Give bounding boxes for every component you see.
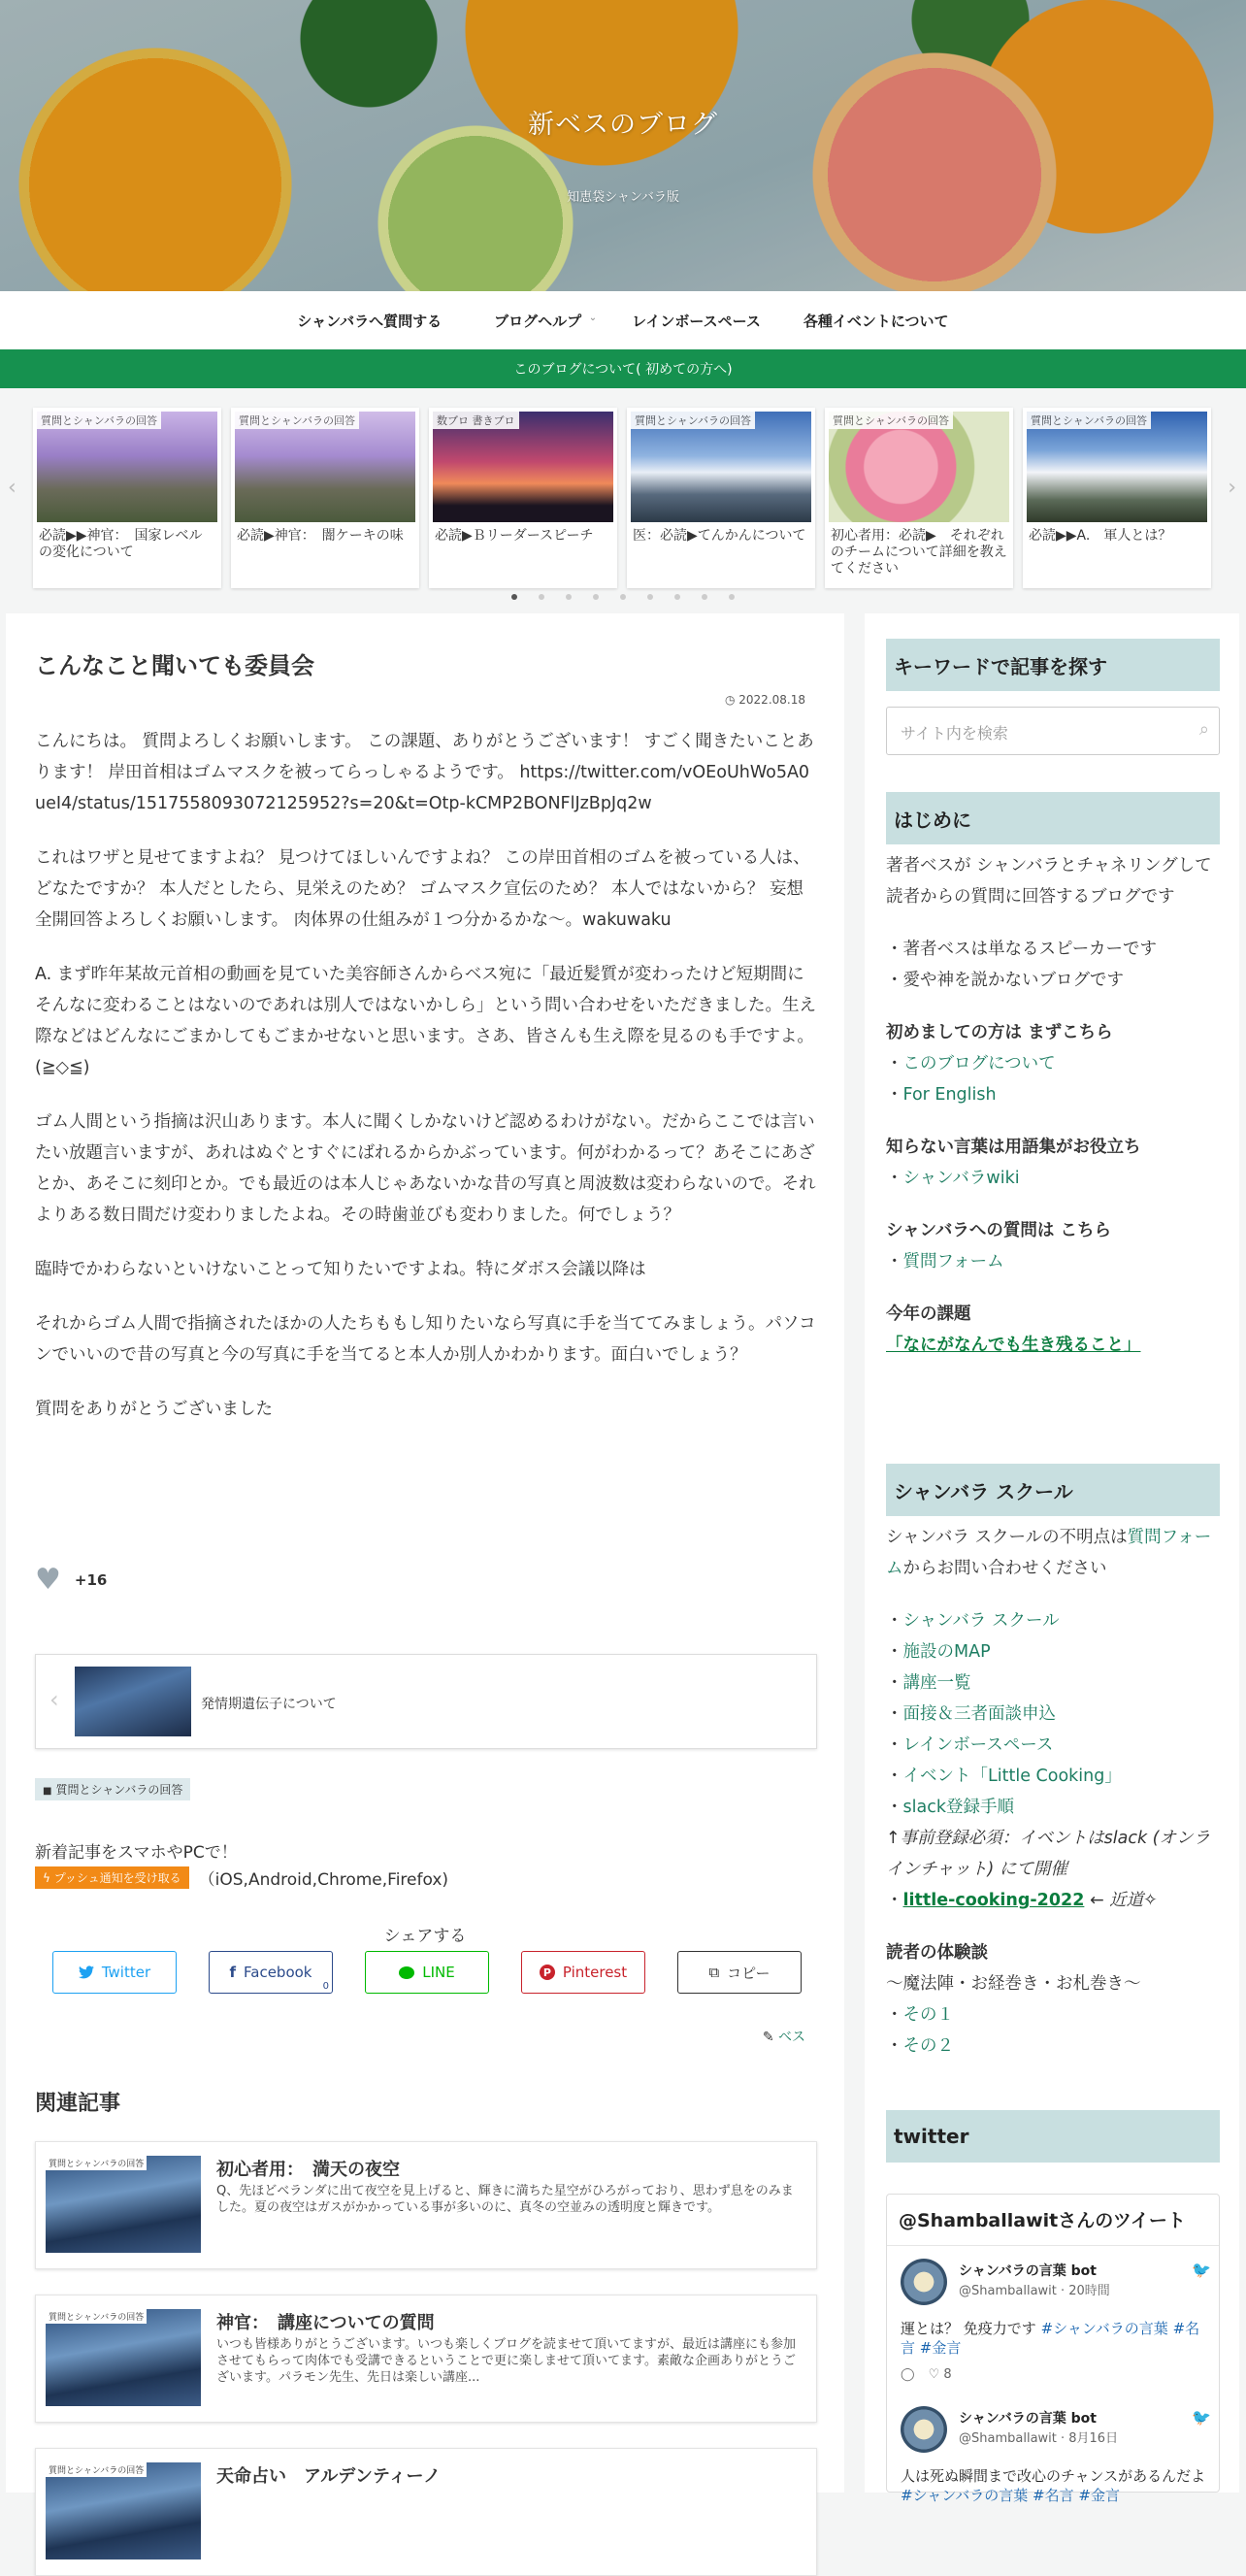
featured-carousel bbox=[0, 400, 1246, 584]
first-link-row: ・For English bbox=[886, 1085, 997, 1105]
share-line-label: LINE bbox=[422, 1964, 455, 1981]
link-about-blog[interactable]: このブログについて bbox=[902, 1054, 1056, 1073]
header-image bbox=[0, 0, 1246, 291]
tweet-author-name[interactable]: シャンバラの言葉 bot bbox=[959, 2411, 1097, 2427]
push-promo-row bbox=[35, 1866, 448, 1890]
related-card[interactable] bbox=[35, 2141, 817, 2269]
chevron-left-icon: ‹ bbox=[49, 1686, 59, 1713]
first-link-row: ・このブログについて bbox=[886, 1054, 1056, 1073]
heart-icon[interactable]: ♥ bbox=[35, 1563, 61, 1597]
tweet-author-handle[interactable]: @Shamballawit · 20時間 bbox=[959, 2284, 1110, 2298]
tweet-hashtag[interactable]: #名言 bbox=[1033, 2487, 1074, 2504]
twitter-embed-title[interactable]: @Shamballawitさんのツイート bbox=[899, 2210, 1186, 2231]
push-promo-text: 新着記事をスマホやPCで！ bbox=[35, 1843, 238, 1863]
tweet-hashtag[interactable]: #シャンバラの言葉 bbox=[901, 2487, 1029, 2504]
link-experience-1[interactable]: その１ bbox=[902, 2005, 954, 2025]
carousel-title: 必読▶神官： 闇ケーキの味 bbox=[237, 528, 404, 544]
link-facility-map[interactable]: 施設のMAP bbox=[902, 1642, 991, 1662]
article-main bbox=[6, 613, 844, 2493]
tweet-hashtag[interactable]: #金言 bbox=[919, 2339, 962, 2357]
share-line-button[interactable] bbox=[365, 1951, 489, 1994]
notice-bar-about[interactable]: このブログについて( 初めての方へ) bbox=[0, 349, 1246, 388]
carousel-card[interactable] bbox=[825, 408, 1013, 588]
carousel-title: 必読▶Ｂリーダースピーチ bbox=[435, 528, 594, 544]
carousel-card[interactable] bbox=[1023, 408, 1211, 588]
like-icon[interactable]: ♡ 8 bbox=[928, 2367, 952, 2382]
carousel-category: 質問とシャンバラの回答 bbox=[631, 412, 755, 429]
line-icon bbox=[399, 1966, 414, 1979]
share-twitter-button[interactable] bbox=[52, 1951, 177, 1994]
school-text-a: シャンバラ スクールの不明点は bbox=[886, 1528, 1128, 1547]
link-slack-guide[interactable]: slack登録手順 bbox=[902, 1798, 1014, 1817]
prev-post-title: 発情期遺伝子について bbox=[201, 1697, 337, 1712]
school-link-row: ・面接＆三者面談申込 bbox=[886, 1704, 1056, 1724]
link-for-english[interactable]: For English bbox=[902, 1085, 997, 1105]
tweet-like-count: 8 bbox=[943, 2367, 952, 2382]
carousel-card[interactable] bbox=[627, 408, 815, 588]
share-copy-button[interactable] bbox=[677, 1951, 802, 1994]
push-platforms: （iOS,Android,Chrome,Firefox) bbox=[198, 1870, 449, 1890]
carousel-card[interactable] bbox=[231, 408, 419, 588]
carousel-dot[interactable] bbox=[539, 594, 544, 600]
twitter-embed[interactable] bbox=[886, 2194, 1220, 2504]
nav-item-help[interactable] bbox=[473, 311, 610, 331]
tweet-author-name[interactable]: シャンバラの言葉 bot bbox=[959, 2263, 1097, 2279]
carousel-dot[interactable] bbox=[620, 594, 626, 600]
related-category: 質問とシャンバラの回答 bbox=[46, 2462, 147, 2477]
post-paragraph: これはワザと見せてますよね？ 見つけてほしいんですよね？ この岸田首相のゴムを被っている人は、どなたですか？ 本人だとしたら、見栄えのため？ ゴムマスク宣伝のため？ 本人ではないから？ 妄想全開回答よろしくお願いします。 肉体界の仕組みが１つ分かるかな〜。wakuwaku bbox=[35, 848, 810, 930]
post-paragraph: A. まず昨年某故元首相の動画を見ていた美容師さんからベス宛に「最近髪質が変わったけど短期間にそんなに変わることはないのであれは別人ではないかしら」という問い合わせをいただきました。生え際などはどんなにごまかしてもごまかせないと思います。さあ、皆さんも生え際を見るのも手ですよ。(≧◇≦) bbox=[35, 965, 816, 1077]
push-subscribe-button[interactable] bbox=[35, 1866, 189, 1889]
link-school-question-form[interactable]: 質問フォーム bbox=[886, 1528, 1212, 1578]
school-note: ↑事前登録必須：イベントはslack (オンラインチャット) にて開催 bbox=[886, 1829, 1211, 1879]
prev-post-thumbnail bbox=[75, 1667, 191, 1736]
share-pinterest-button[interactable] bbox=[521, 1951, 645, 1994]
post-paragraph: 臨時でかわらないといけないことって知りたいですよね。特にダボス会議以降は bbox=[35, 1260, 646, 1279]
related-card[interactable] bbox=[35, 2295, 817, 2423]
intro-widget-heading: はじめに bbox=[886, 792, 1220, 844]
school-event-suffix: ← 近道✧ bbox=[1089, 1891, 1158, 1910]
post-body bbox=[35, 726, 817, 1448]
twitter-bird-icon[interactable]: 🐦 bbox=[1192, 2408, 1211, 2427]
share-heading: シェアする bbox=[383, 1927, 467, 1946]
first-heading: 初めましての方は まずこちら bbox=[886, 1023, 1113, 1042]
bolt-icon: ϟ bbox=[43, 1871, 54, 1885]
chevron-down-icon: ⌄ bbox=[588, 312, 598, 323]
search-icon[interactable]: ⌕ bbox=[1198, 719, 1209, 740]
intro-bullet: ・著者ベスは単なるスピーカーです bbox=[886, 940, 1157, 959]
share-twitter-label: Twitter bbox=[101, 1964, 151, 1981]
post-paragraph: こんにちは。 質問よろしくお願いします。 この課題、ありがとうございます！ すごく聞きたいことあります！ 岸田首相はゴムマスクを被ってらっしゃるようです。 https://twitter.com/vOEoUhWo5A0ueI4/status/1517558093072125952?s=20&t=Otp-kCMP2BONFlJzBpJq2w bbox=[35, 732, 814, 813]
related-title: 天命占い アルデンティーノ bbox=[216, 2466, 442, 2487]
carousel-card[interactable] bbox=[33, 408, 221, 588]
school-widget-heading: シャンバラ スクール bbox=[886, 1464, 1220, 1516]
global-nav bbox=[0, 291, 1246, 349]
folder-icon: ■ bbox=[43, 1786, 52, 1797]
carousel-category: 質問とシャンバラの回答 bbox=[1027, 412, 1151, 429]
carousel-dot[interactable] bbox=[593, 594, 599, 600]
school-link-row: ・シャンバラ スクール bbox=[886, 1611, 1060, 1631]
sidebar bbox=[865, 613, 1239, 2504]
tweet-hashtag[interactable]: #金言 bbox=[1078, 2487, 1120, 2504]
carousel-dot[interactable] bbox=[729, 594, 735, 600]
header-overlay bbox=[0, 0, 1246, 291]
experience-link-row: ・その１ bbox=[886, 2005, 954, 2025]
related-category: 質問とシャンバラの回答 bbox=[46, 2309, 147, 2324]
nav-item-rainbow[interactable]: レインボースペース bbox=[632, 312, 761, 330]
clock-icon: ◷ bbox=[724, 693, 739, 707]
site-title[interactable]: 新ベスのブログ bbox=[528, 110, 718, 140]
avatar[interactable] bbox=[901, 2259, 947, 2305]
tweet-author-handle[interactable]: @Shamballawit · 8月16日 bbox=[959, 2431, 1119, 2446]
site-subtitle: 知恵袋シャンバラ版 bbox=[567, 190, 679, 205]
related-title: 神官： 講座についての質問 bbox=[216, 2313, 435, 2333]
share-buttons bbox=[52, 1951, 802, 1994]
share-facebook-count: 0 bbox=[322, 1981, 329, 1992]
experience-text: 〜魔法陣・お経巻き・お札巻き〜 bbox=[886, 1974, 1141, 1994]
share-facebook-label: Facebook bbox=[244, 1964, 312, 1981]
carousel-category: 数ブロ 書きブロ bbox=[433, 412, 519, 429]
author-link[interactable] bbox=[763, 2027, 805, 2046]
link-course-list[interactable]: 講座一覧 bbox=[902, 1673, 971, 1693]
theme-text[interactable]: 「なにがなんでも生き残ること」 bbox=[886, 1336, 1141, 1355]
school-link-row: ・レインボースペース bbox=[886, 1735, 1054, 1755]
related-card[interactable] bbox=[35, 2448, 817, 2576]
share-copy-label: コピー bbox=[727, 1964, 771, 1982]
school-text bbox=[886, 1522, 1226, 1584]
share-facebook-button[interactable] bbox=[209, 1951, 333, 1994]
avatar[interactable] bbox=[901, 2406, 947, 2453]
pinterest-icon: P bbox=[540, 1965, 555, 1980]
link-little-cooking[interactable]: イベント「Little Cooking」 bbox=[902, 1767, 1122, 1786]
carousel-category: 質問とシャンバラの回答 bbox=[829, 412, 953, 429]
intro-text: 著者ベスが シャンバラとチャネリングして 読者からの質問に回答するブログです bbox=[886, 856, 1212, 907]
carousel-card[interactable] bbox=[429, 408, 617, 588]
carousel-dot[interactable] bbox=[511, 594, 517, 600]
carousel-dots bbox=[0, 594, 1246, 600]
post-paragraph: それからゴム人間で指摘されたほかの人たちももし知りたいなら写真に手を当ててみましょう。パソコンでいいので昔の写真と今の写真に手を当てると本人か別人かわかります。面白いでしょう？ bbox=[35, 1314, 816, 1365]
author-name: ベス bbox=[778, 2030, 805, 2045]
related-thumbnail bbox=[46, 2156, 201, 2253]
post-date-value: 2022.08.18 bbox=[738, 693, 805, 707]
related-snippet: Q、先ほどベランダに出て夜空を見上げると、輝きに満ちた星空がひろがっており、思わず息をのみました。夏の夜空はガスがかかっている事が多いのに、真冬の空並みの透明度と輝きです。 bbox=[216, 2184, 794, 2215]
link-wiki[interactable]: シャンバラwiki bbox=[902, 1169, 1020, 1188]
carousel-prev-icon[interactable]: ‹ bbox=[8, 476, 16, 500]
carousel-title: 必読▶▶A. 軍人とは？ bbox=[1029, 528, 1172, 544]
post-paragraph: 質問をありがとうございました bbox=[35, 1400, 273, 1419]
link-little-cooking-2022[interactable]: little-cooking-2022 bbox=[902, 1891, 1085, 1910]
nav-item-help-label: ブログヘルプ bbox=[494, 312, 582, 330]
search-input[interactable] bbox=[886, 707, 1220, 755]
school-link-row: ・イベント「Little Cooking」 bbox=[886, 1767, 1122, 1786]
link-question-form[interactable]: 質問フォーム bbox=[902, 1252, 1004, 1271]
link-school[interactable]: シャンバラ スクール bbox=[902, 1611, 1060, 1631]
like-count: +16 bbox=[74, 1570, 108, 1589]
twitter-bird-icon[interactable]: 🐦 bbox=[1192, 2261, 1211, 2279]
nav-item-ask[interactable]: シャンバラへ質問する bbox=[297, 312, 443, 330]
link-experience-2[interactable]: その２ bbox=[902, 2036, 954, 2056]
school-widget-body bbox=[886, 1522, 1226, 2062]
tweet-hashtag[interactable]: #シャンバラの言葉 bbox=[1040, 2320, 1168, 2337]
prev-post-link[interactable] bbox=[35, 1654, 817, 1749]
related-thumbnail bbox=[46, 2309, 201, 2406]
related-category: 質問とシャンバラの回答 bbox=[46, 2156, 147, 2170]
carousel-category: 質問とシャンバラの回答 bbox=[235, 412, 359, 429]
tweet-body: 運とは？ 免疫力です bbox=[901, 2320, 1036, 2337]
related-snippet: いつも皆様ありがとうございます。いつも楽しくブログを読ませて頂いてますが、最近は講座にも参加させてもらって肉体でも受講できるということで更に楽しませて頂いてます。素敵な企画ありがとうございます。パラモン先生、先日は楽しい講座... bbox=[216, 2337, 796, 2385]
tweet-actions bbox=[901, 2367, 952, 2382]
school-link-row: ・講座一覧 bbox=[886, 1673, 971, 1693]
carousel-title: 初心者用：必読▶ それぞれのチームについて詳細を教えてください bbox=[831, 528, 1007, 577]
glossary-link-row: ・シャンバラwiki bbox=[886, 1169, 1020, 1188]
push-subscribe-label: プッシュ通知を受け取る bbox=[53, 1871, 181, 1885]
theme-heading: 今年の課題 bbox=[886, 1305, 971, 1324]
post-date bbox=[725, 693, 805, 707]
tweet-text bbox=[901, 2319, 1211, 2358]
reply-icon[interactable]: ◯ bbox=[901, 2367, 915, 2382]
question-heading: シャンバラへの質問は こちら bbox=[886, 1221, 1112, 1240]
pencil-icon: ✎ bbox=[762, 2030, 778, 2045]
carousel-title: 医：必読▶てんかんについて bbox=[633, 528, 806, 544]
carousel-dot[interactable] bbox=[674, 594, 680, 600]
carousel-dot[interactable] bbox=[702, 594, 707, 600]
link-interview[interactable]: 面接＆三者面談申込 bbox=[902, 1704, 1056, 1724]
tweet-hashtag[interactable]: #名言 bbox=[901, 2320, 1200, 2357]
post-paragraph: ゴム人間という指摘は沢山あります。本人に聞くしかないけど認めるわけがない。だからここでは言いたい放題言いますが、あれはぬぐとすぐにばれるからかぶっています。何がわかるって？あそこにあざとか、あそこに刻印とか。でも最近のは本人じゃあないかな昔の写真と周波数は変わらないので。それよりある数日間だけ変わりましたよね。その時歯並びも変わりました。何でしょう？ bbox=[35, 1112, 816, 1225]
carousel-title: 必読▶▶神官： 国家レベルの変化について bbox=[39, 528, 203, 560]
category-tag[interactable] bbox=[35, 1778, 190, 1800]
glossary-heading: 知らない言葉は用語集がお役立ち bbox=[886, 1138, 1141, 1157]
carousel-dot[interactable] bbox=[647, 594, 653, 600]
carousel-category: 質問とシャンバラの回答 bbox=[37, 412, 161, 429]
tweet-body: 人は死ぬ瞬間まで改心のチャンスがあるんだよ bbox=[901, 2467, 1206, 2485]
twitter-widget-heading: twitter bbox=[886, 2110, 1220, 2163]
related-thumbnail bbox=[46, 2462, 201, 2559]
experience-heading: 読者の体験談 bbox=[886, 1943, 988, 1963]
school-event-row: ・little-cooking-2022 ← 近道✧ bbox=[886, 1891, 1158, 1910]
school-text-b: からお問い合わせください bbox=[902, 1559, 1107, 1578]
nav-item-events[interactable]: 各種イベントについて bbox=[803, 312, 949, 330]
experience-link-row: ・その２ bbox=[886, 2036, 954, 2056]
intro-bullet: ・愛や神を説かないブログです bbox=[886, 971, 1124, 990]
like-widget bbox=[35, 1563, 107, 1597]
tweet-text bbox=[901, 2466, 1211, 2505]
carousel-next-icon[interactable]: › bbox=[1228, 476, 1236, 500]
carousel-dot[interactable] bbox=[566, 594, 572, 600]
category-tag-label: 質問とシャンバラの回答 bbox=[55, 1783, 183, 1797]
related-heading: 関連記事 bbox=[35, 2092, 121, 2116]
school-link-row: ・施設のMAP bbox=[886, 1642, 991, 1662]
twitter-icon bbox=[79, 1965, 94, 1979]
search-widget-heading: キーワードで記事を探す bbox=[886, 639, 1220, 691]
related-title: 初心者用： 満天の夜空 bbox=[216, 2160, 400, 2180]
link-rainbow-space[interactable]: レインボースペース bbox=[902, 1735, 1054, 1755]
intro-widget-body bbox=[886, 850, 1226, 1361]
post-title: こんなこと聞いても委員会 bbox=[35, 652, 314, 679]
search-placeholder: サイト内を検索 bbox=[901, 724, 1008, 743]
copy-icon: ⧉ bbox=[708, 1964, 720, 1981]
school-link-row: ・slack登録手順 bbox=[886, 1798, 1014, 1817]
share-pinterest-label: Pinterest bbox=[562, 1964, 628, 1981]
facebook-icon: f bbox=[229, 1964, 237, 1981]
question-link-row: ・質問フォーム bbox=[886, 1252, 1004, 1271]
